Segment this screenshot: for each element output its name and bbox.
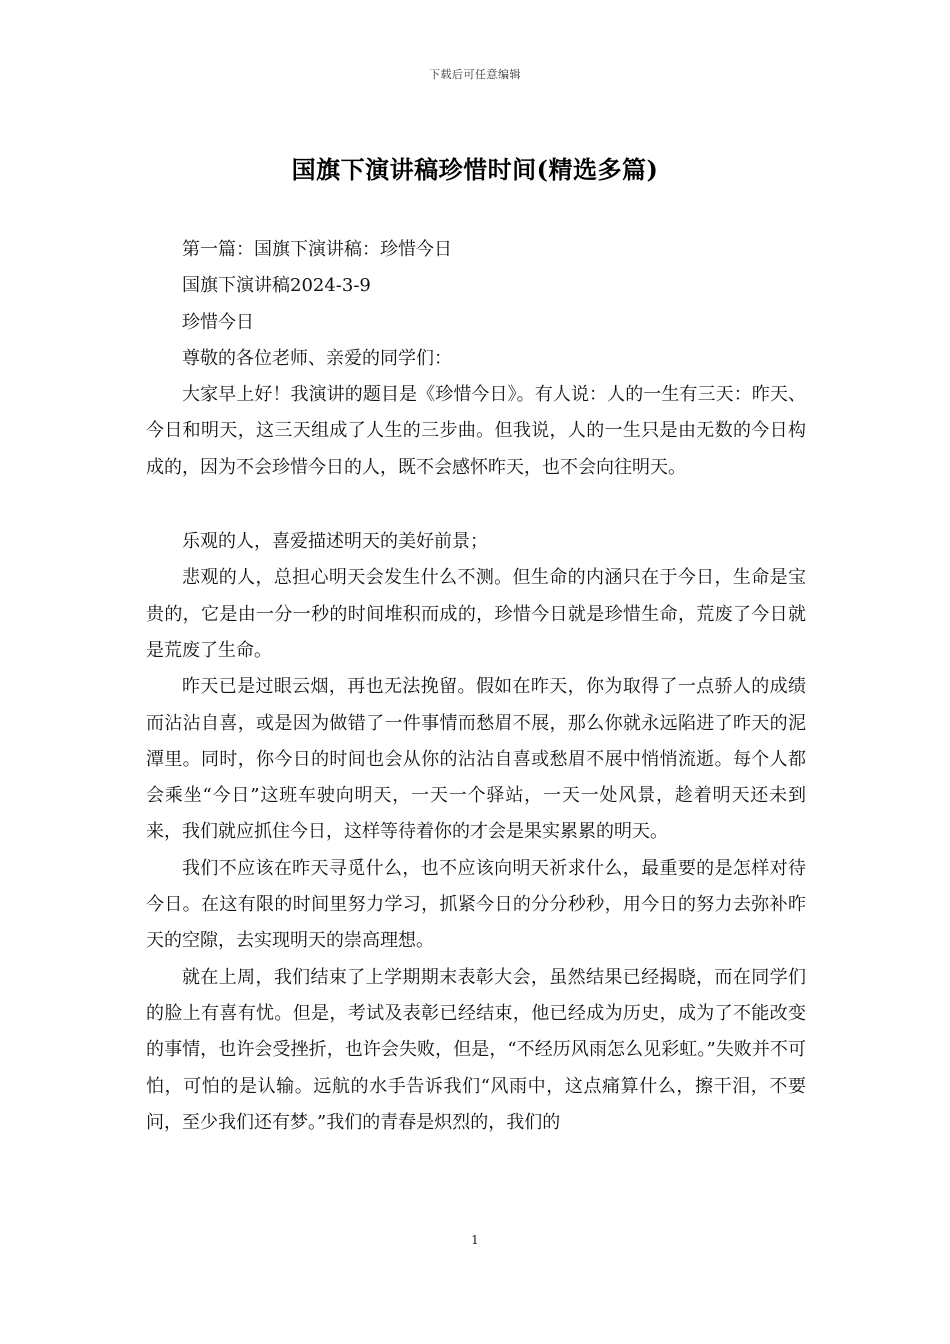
paragraph-yesterday: 昨天已是过眼云烟，再也无法挽留。假如在昨天，你为取得了一点骄人的成绩而沾沾自喜，或是因为做错了一件事情而愁眉不展，那么你就永远陷进了昨天的泥潭里。同时，你今日的时间也会从你的沾沾自喜或愁眉不展中悄悄流逝。每个人都会乘坐“今日”这班车驶向明天，一天一个驿站，一天一处风景，趁着明天还未到来，我们就应抓住今日，这样等待着你的才会是果实累累的明天。 (146, 676, 806, 843)
paragraph-last-week: 就在上周，我们结束了上学期期末表彰大会，虽然结果已经揭晓，而在同学们的脸上有喜有忧。但是，考试及表彰已经结束，他已经成为历史，成为了不能改变的事情，也许会受挫折，也许会失败，但是，“不经历风雨怎么见彩虹。”失败并不可怕，可怕的是认输。远航的水手告诉我们“风雨中，这点痛算什么，擦干泪，不要问，至少我们还有梦。”我们的青春是炽烈的，我们的 (146, 966, 806, 1133)
paragraph-today: 我们不应该在昨天寻觅什么，也不应该向明天祈求什么，最重要的是怎样对待今日。在这有限的时间里努力学习，抓紧今日的分分秒秒，用今日的努力去弥补昨天的空隙，去实现明天的崇高理想。 (146, 857, 806, 952)
document-title: 国旗下演讲稿珍惜时间(精选多篇) (291, 155, 659, 184)
document-body (146, 232, 806, 1141)
paragraph-subtitle-date: 国旗下演讲稿2024-3-9 (182, 275, 371, 297)
paragraph-speech-title: 珍惜今日 (182, 311, 254, 333)
paragraph-optimist: 乐观的人，喜爱描述明天的美好前景； (182, 531, 488, 553)
paragraph-section-heading: 第一篇：国旗下演讲稿：珍惜今日 (182, 239, 452, 260)
paragraph-pessimist: 悲观的人，总担心明天会发生什么不测。但生命的内涵只在于今日，生命是宝贵的，它是由一分一秒的时间堆积而成的，珍惜今日就是珍惜生命，荒废了今日就是荒废了生命。 (146, 567, 806, 661)
paragraph-opening: 大家早上好！我演讲的题目是《珍惜今日》。有人说：人的一生有三天：昨天、今日和明天，这三天组成了人生的三步曲。但我说，人的一生只是由无数的今日构成的，因为不会珍惜今日的人，既不会感怀昨天，也不会向往明天。 (146, 384, 806, 478)
page-number: 1 (471, 1233, 479, 1247)
paragraph-gap (146, 486, 806, 524)
page-header-note: 下载后可任意编辑 (429, 68, 521, 81)
paragraph-salutation: 尊敬的各位老师、亲爱的同学们： (182, 347, 452, 369)
